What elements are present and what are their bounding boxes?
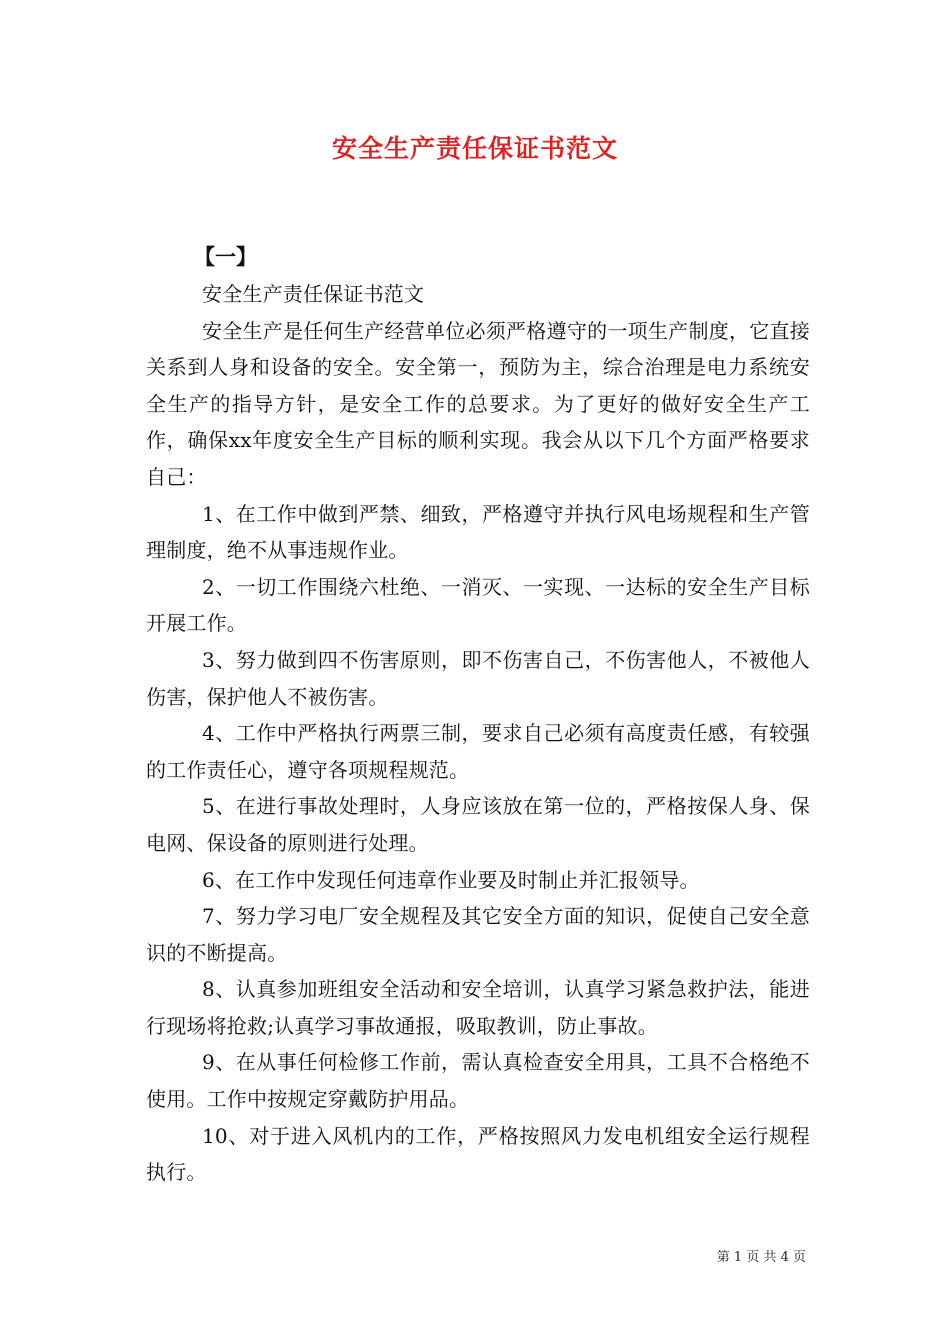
item-paragraph-6: 6、在工作中发现任何违章作业要及时制止并汇报领导。	[202, 867, 700, 892]
item-paragraph-3: 3、努力做到四不伤害原则，即不伤害自己，不伤害他人，不被他人伤害，保护他人不被伤害。	[146, 647, 810, 709]
document-title: 安全生产责任保证书范文	[331, 134, 618, 163]
item-paragraph-5: 5、在进行事故处理时，人身应该放在第一位的，严格按保人身、保电网、保设备的原则进行处理。	[146, 794, 810, 855]
item-paragraph-9: 9、在从事任何检修工作前，需认真检查安全用具，工具不合格绝不使用。工作中按规定穿戴防护用品。	[146, 1050, 810, 1112]
item-paragraph-4: 4、工作中严格执行两票三制，要求自己必须有高度责任感，有较强的工作责任心，遵守各项规程规范。	[146, 721, 810, 782]
item-paragraph-8: 8、认真参加班组安全活动和安全培训，认真学习紧急救护法，能进行现场将抢救;认真学习事故通报，吸取教训，防止事故。	[146, 977, 810, 1038]
document-body	[146, 238, 810, 1191]
page-number: 第 1 页 共 4 页	[716, 1250, 806, 1265]
item-paragraph-1: 1、在工作中做到严禁、细致，严格遵守并执行风电场规程和生产管理制度，绝不从事违规作业。	[146, 501, 810, 563]
item-paragraph-7: 7、努力学习电厂安全规程及其它安全方面的知识，促使自己安全意识的不断提高。	[146, 904, 810, 965]
item-paragraph-10: 10、对于进入风机内的工作，严格按照风力发电机组安全运行规程执行。	[146, 1123, 810, 1185]
intro-paragraph: 安全生产是任何生产经营单位必须严格遵守的一项生产制度，它直接关系到人身和设备的安全。安全第一，预防为主，综合治理是电力系统安全生产的指导方针，是安全工作的总要求。为了更好的做好安全生产工作，确保xx年度安全生产目标的顺利实现。我会从以下几个方面严格要求自己：	[146, 318, 810, 489]
subtitle-paragraph: 安全生产责任保证书范文	[202, 282, 425, 306]
item-paragraph-2: 2、一切工作围绕六杜绝、一消灭、一实现、一达标的安全生产目标开展工作。	[146, 574, 810, 636]
section-label: 【一】	[194, 244, 257, 269]
